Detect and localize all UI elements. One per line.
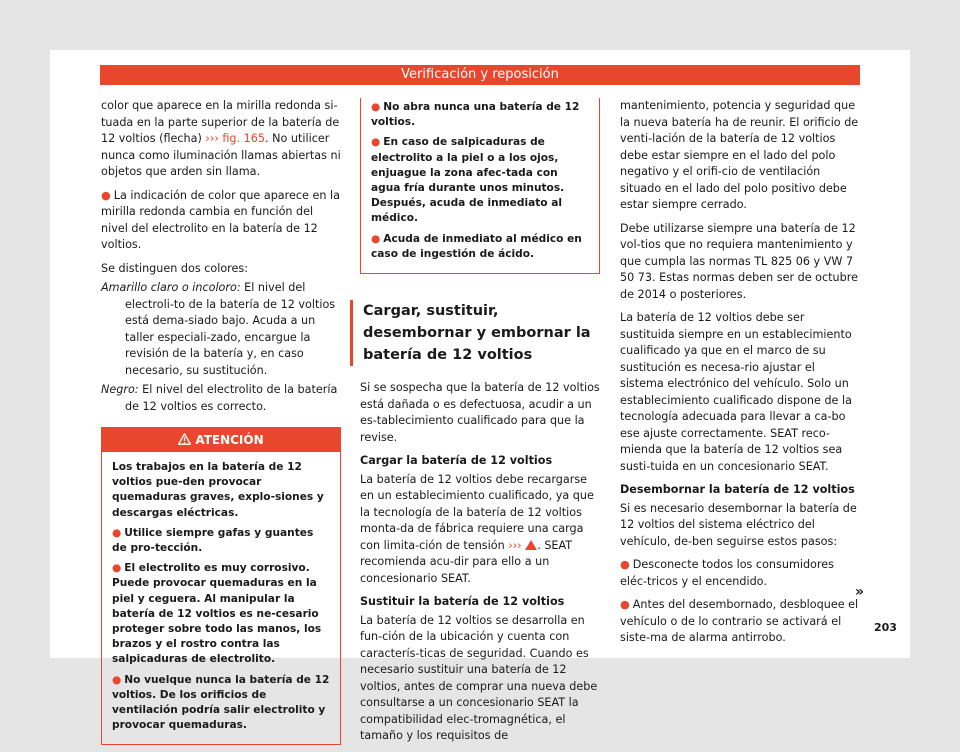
bullet-icon: ● bbox=[112, 526, 122, 539]
warning-text: Los trabajos en la batería de 12 voltios pue-den provocar quemaduras graves, explo-siones y descargas eléctricas. bbox=[112, 461, 324, 519]
warning-icon bbox=[178, 433, 191, 445]
bullet-item: ● Desconecte todos los consumidores eléc-tricos y el encendido. bbox=[620, 558, 834, 588]
definition-item: Amarillo claro o incoloro: El nivel del electroli-to de la batería de 12 voltios está dema-siado bajo. Acuda a un taller especiali-zado, encargue la revisión de la batería y, en caso necesario, su sustitución. bbox=[101, 281, 336, 377]
paragraph: La batería de 12 voltios debe ser sustituida siempre en un establecimiento cualificado ya que en el marco de su sustitución es necesa-rio ajustar el sistema electrónico del vehículo. Solo un establecimiento cualificado dispone de la tecnología adecuada para llevar a ca-bo ese ajuste correctamente. SEAT reco-mienda que la batería de 12 voltios sea susti-tuida en un concesionario SEAT. bbox=[620, 311, 852, 473]
reference-arrows: ››› bbox=[508, 538, 522, 552]
bullet-icon: ● bbox=[112, 562, 122, 575]
warning-bullet: ● No abra nunca una batería de 12 voltios. bbox=[371, 101, 580, 129]
column-2 bbox=[360, 98, 600, 752]
subheading: Sustituir la batería de 12 voltios bbox=[360, 595, 565, 609]
page-number: 203 bbox=[874, 621, 897, 634]
warning-bullet: ● El electrolito es muy corrosivo. Puede provocar quemaduras en la piel y ceguera. Al manipular la batería de 12 voltios es ne-cesario proteger sobre todo las manos, los brazos y el rostro contra las salpicaduras de electrolito. bbox=[112, 562, 322, 666]
paragraph: mantenimiento, potencia y seguridad que la nueva batería ha de reunir. El orificio de venti-lación de la batería de 12 voltios debe estar siempre en el lado del polo negativo y el orifi-cio de ventilación situado en el lado del polo positivo debe estar siempre cerrado. bbox=[620, 99, 859, 211]
warning-box-continued bbox=[360, 98, 600, 274]
paragraph: Si se sospecha que la batería de 12 voltios está dañada o es defectuosa, acudir a un es-tablecimiento cualificado para que la revise. bbox=[360, 381, 600, 444]
warning-bullet: ● Acuda de inmediato al médico en caso de ingestión de ácido. bbox=[371, 232, 582, 260]
reference-arrows: ››› bbox=[205, 132, 219, 145]
bullet-icon: ● bbox=[112, 673, 122, 686]
paragraph: La batería de 12 voltios se desarrolla en fun-ción de la ubicación y cuenta con caracterís-ticas de seguridad. Cuando es necesario sustituir una batería de 12 voltios, antes de comprar una nueva debe consultarse a un concesionario SEAT la compatibilidad elec-tromagnética, el tamaño y los requisitos de bbox=[360, 613, 598, 743]
warning-bullet: ● En caso de salpicaduras de electrolito a la piel o a los ojos, enjuague la zona afec-tada con agua fría durante unos minutos. Después, acuda de inmediato al médico. bbox=[371, 136, 565, 225]
bullet-icon: ● bbox=[371, 136, 381, 149]
bullet-icon: ● bbox=[101, 188, 111, 202]
figure-link[interactable]: fig. 165 bbox=[222, 132, 266, 145]
paragraph: Si es necesario desembornar la batería de 12 voltios del sistema eléctrico del vehículo, de-ben seguirse estos pasos: bbox=[620, 501, 857, 548]
column-1 bbox=[101, 98, 341, 745]
warning-bullet: ● Utilice siempre gafas y guantes de pro-tección. bbox=[112, 526, 314, 555]
paragraph: Se distinguen dos colores: bbox=[101, 261, 248, 275]
column-3 bbox=[620, 98, 865, 654]
bullet-item: ● La indicación de color que aparece en la mirilla redonda cambia en función del nivel del electrolito en la batería de 12 voltios. bbox=[101, 188, 340, 251]
section-header: Verificación y reposición bbox=[100, 65, 860, 85]
subheading: Desembornar la batería de 12 voltios bbox=[620, 483, 855, 496]
warning-bullet: ● No vuelque nunca la batería de 12 voltios. De los orificios de ventilación podría salir electrolito y provocar quemaduras. bbox=[112, 673, 330, 732]
warning-box bbox=[101, 427, 341, 745]
warning-body bbox=[102, 452, 340, 744]
warning-header: ATENCIÓN bbox=[102, 428, 340, 452]
bullet-icon: ● bbox=[371, 101, 381, 113]
continue-arrow-icon: » bbox=[855, 584, 865, 600]
definition-item: Negro: El nivel del electrolito de la batería de 12 voltios es correcto. bbox=[101, 383, 338, 413]
section-heading: Cargar, sustituir, desembornar y embornar la batería de 12 voltios bbox=[350, 300, 600, 366]
bullet-icon: ● bbox=[620, 558, 630, 571]
warning-triangle-icon[interactable] bbox=[525, 540, 537, 550]
paragraph: Debe utilizarse siempre una batería de 12 vol-tios que no requiera mantenimiento y que cumpla las normas TL 825 06 y VW 7 50 73. Estas normas deben ser de octubre de 2014 o posteriores. bbox=[620, 221, 858, 301]
bullet-item: ● Antes del desembornado, desbloquee el vehículo o de lo contrario se activará el siste-ma de alarma antirrobo. bbox=[620, 598, 859, 644]
paragraph: color que aparece en la mirilla redonda si-tuada en la parte superior de la batería de 12 voltios (flecha) ››› fig. 165. No utilicer nunca como iluminación llamas abiertas ni objetos que arden sin llama. bbox=[101, 99, 341, 178]
subheading: Cargar la batería de 12 voltios bbox=[360, 454, 553, 468]
bullet-icon: ● bbox=[620, 598, 630, 611]
bullet-icon: ● bbox=[371, 232, 381, 245]
paragraph: La batería de 12 voltios debe recargarse en un establecimiento cualificado, ya que la tecnología de la batería de 12 voltios monta-da de fábrica requiere una carga con limita-ción de tensión ››› . SEAT recomienda acu-dir para ello a un concesionario SEAT. bbox=[360, 472, 594, 585]
